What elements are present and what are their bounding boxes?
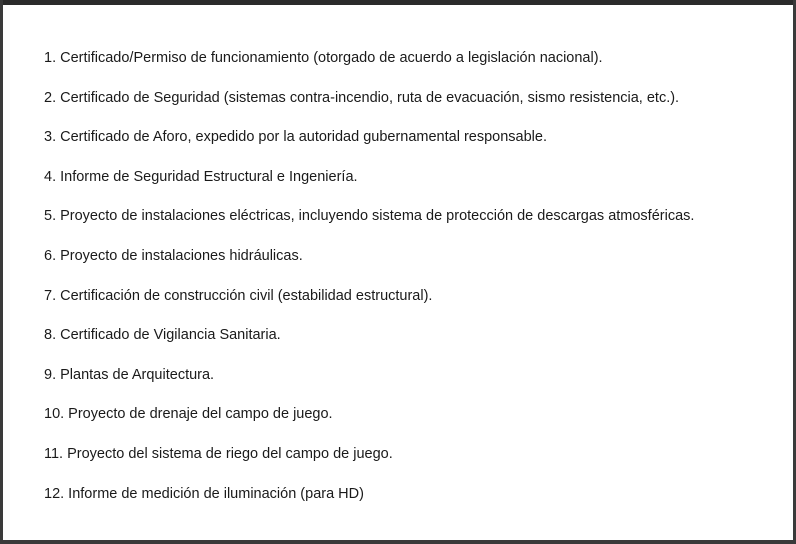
window-bottom-edge [0, 540, 796, 544]
list-item: 4. Informe de Seguridad Estructural e Ingeniería. [44, 168, 358, 185]
window-left-edge [0, 0, 3, 544]
list-item: 1. Certificado/Permiso de funcionamiento (otorgado de acuerdo a legislación nacional). [44, 50, 603, 66]
list-item: 7. Certificación de construcción civil (estabilidad estructural). [44, 287, 433, 304]
list-item: 8. Certificado de Vigilancia Sanitaria. [44, 327, 281, 344]
list-item: 5. Proyecto de instalaciones eléctricas, incluyendo sistema de protección de descargas atmosféricas. [44, 208, 695, 225]
requirements-list [44, 48, 694, 523]
list-item: 2. Certificado de Seguridad (sistemas contra-incendio, ruta de evacuación, sismo resistencia, etc.). [44, 89, 680, 106]
list-item: 11. Proyecto del sistema de riego del campo de juego. [44, 445, 393, 462]
list-item: 6. Proyecto de instalaciones hidráulicas. [44, 247, 303, 264]
list-item: 10. Proyecto de drenaje del campo de juego. [44, 406, 333, 423]
window-top-edge [0, 0, 796, 5]
list-item: 12. Informe de medición de iluminación (para HD) [44, 485, 364, 502]
list-item: 9. Plantas de Arquitectura. [44, 366, 215, 383]
list-item: 3. Certificado de Aforo, expedido por la autoridad gubernamental responsable. [44, 129, 547, 146]
